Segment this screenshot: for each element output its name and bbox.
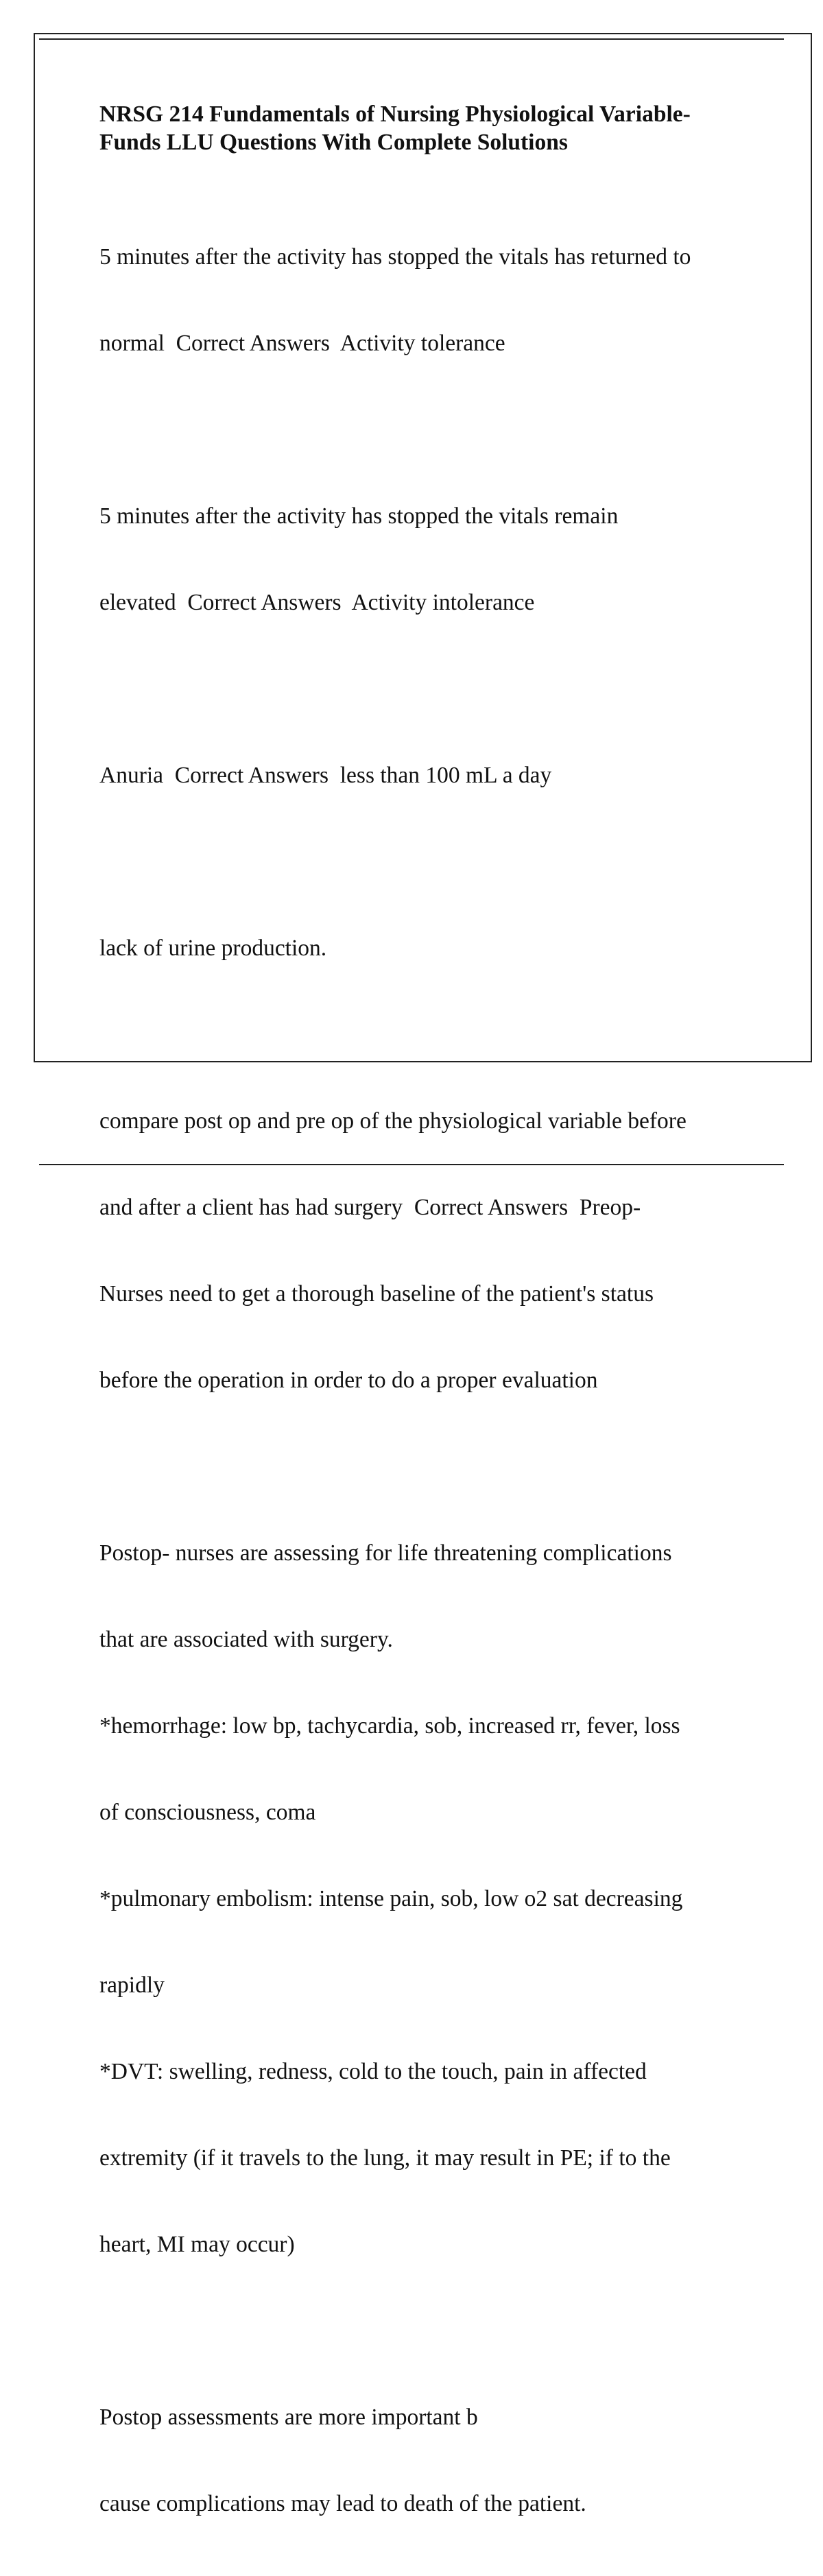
text-line: lack of urine production.	[99, 935, 327, 961]
text-line: of consciousness, coma	[99, 1800, 316, 1825]
text-line: that are associated with surgery.	[99, 1627, 393, 1652]
qa-entry-activity-intolerance	[99, 444, 751, 675]
text-line: *DVT: swelling, redness, cold to the touch, pain in affected	[99, 2059, 647, 2084]
text-line: normal Correct Answers Activity tolerance	[99, 331, 505, 356]
text-line: *pulmonary embolism: intense pain, sob, low o2 sat decreasing	[99, 1886, 683, 1911]
text-line: *hemorrhage: low bp, tachycardia, sob, increased rr, fever, loss	[99, 1713, 680, 1739]
qa-entry-activity-tolerance	[99, 185, 751, 416]
qa-entry-postop-importance	[99, 2346, 751, 2576]
text-line: compare post op and pre op of the physiological variable before	[99, 1108, 687, 1134]
text-line: Postop- nurses are assessing for life threatening complications	[99, 1540, 672, 1566]
text-line: extremity (if it travels to the lung, it may result in PE; if to the	[99, 2145, 671, 2171]
text-line: heart, MI may occur)	[99, 2232, 295, 2257]
top-rule	[39, 38, 784, 40]
text-line: before the operation in order to do a proper evaluation	[99, 1368, 598, 1393]
document-title	[99, 100, 751, 156]
text-line: Postop assessments are more important b	[99, 2405, 478, 2430]
text-line: elevated Correct Answers Activity intolerance	[99, 590, 535, 615]
text-line: cause complications may lead to death of the patient.	[99, 2491, 586, 2516]
qa-entry-preop-postop	[99, 1049, 751, 1453]
document-body	[99, 100, 751, 2576]
text-line: 5 minutes after the activity has stopped the vitals has returned to	[99, 244, 691, 270]
title-line: NRSG 214 Fundamentals of Nursing Physiological Variable-	[99, 102, 691, 127]
text-line: Anuria Correct Answers less than 100 mL a day	[99, 763, 552, 788]
text-line: Nurses need to get a thorough baseline of the patient's status	[99, 1281, 654, 1307]
qa-entry-anuria	[99, 704, 751, 848]
qa-entry-urine-note	[99, 876, 751, 1021]
text-line: and after a client has had surgery Correct Answers Preop-	[99, 1195, 641, 1220]
text-line: 5 minutes after the activity has stopped the vitals remain	[99, 503, 619, 529]
text-line: rapidly	[99, 1972, 165, 1998]
qa-entry-postop-complications	[99, 1481, 751, 2317]
title-line: Funds LLU Questions With Complete Solutions	[99, 130, 568, 155]
